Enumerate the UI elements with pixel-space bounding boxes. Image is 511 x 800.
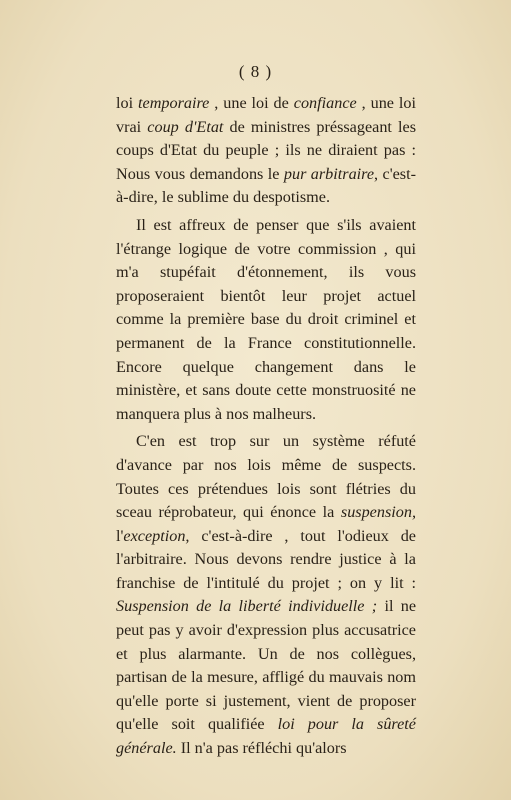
italic-run: Suspension de la liberté individuelle ; (116, 597, 378, 616)
text-run: Il est affreux de penser que s'ils avaient l'étrange logique de votre commission , qui m'a stupéfait d'étonnement, ils vous proposeraient bientôt leur projet actuel comme la première base du droit criminel et permanent de la France constitutionnelle. Encore quelque changement dans le ministère, et sans doute cette monstruosité ne manquera plus à nos malheurs. (116, 215, 416, 423)
page-number: ( 8 ) (238, 62, 273, 81)
text-run: , une loi de (209, 94, 294, 112)
text-run: , c'est-à-dire, le sublime du despotisme. (116, 164, 416, 207)
paragraph (116, 92, 416, 210)
paragraph (116, 214, 416, 426)
italic-run: coup d'Etat (147, 117, 224, 136)
text-run: il ne peut pas y avoir d'expression plus accusatrice et plus alarmante. Un de nos collègues, partisan de la mesure, affligé du mauvais nom qu'elle porte si justement, vient de proposer qu'elle soit qualifiée (116, 597, 416, 734)
text-run: C'en est trop sur un système réfuté d'avance par nos lois même de suspects. Toutes ces prétendues lois sont flétries du sceau réprobateur, qui énonce la (116, 432, 416, 522)
italic-run: pur arbitraire (283, 164, 375, 183)
italic-run: temporaire (138, 94, 210, 112)
italic-run: suspension, (340, 503, 416, 522)
paragraph (116, 430, 416, 760)
text-run: , une loi vrai (116, 94, 416, 136)
body-text (116, 92, 416, 761)
italic-run: exception, (123, 526, 190, 545)
text-run: c'est-à-dire , tout l'odieux de l'arbitraire. Nous devons rendre justice à la franchise de l'intitulé du projet ; on y lit : (116, 526, 416, 592)
italic-run: confiance (293, 94, 357, 112)
text-run: Il n'a pas réfléchi qu'alors (176, 739, 347, 758)
text-run: loi (116, 94, 139, 112)
text-run: l' (116, 526, 124, 545)
text-run: de ministres préssageant les coups d'Etat du peuple ; ils ne diraient pas : Nous vous demandons le (116, 117, 417, 183)
italic-run: loi pour la sûreté générale. (116, 715, 416, 758)
